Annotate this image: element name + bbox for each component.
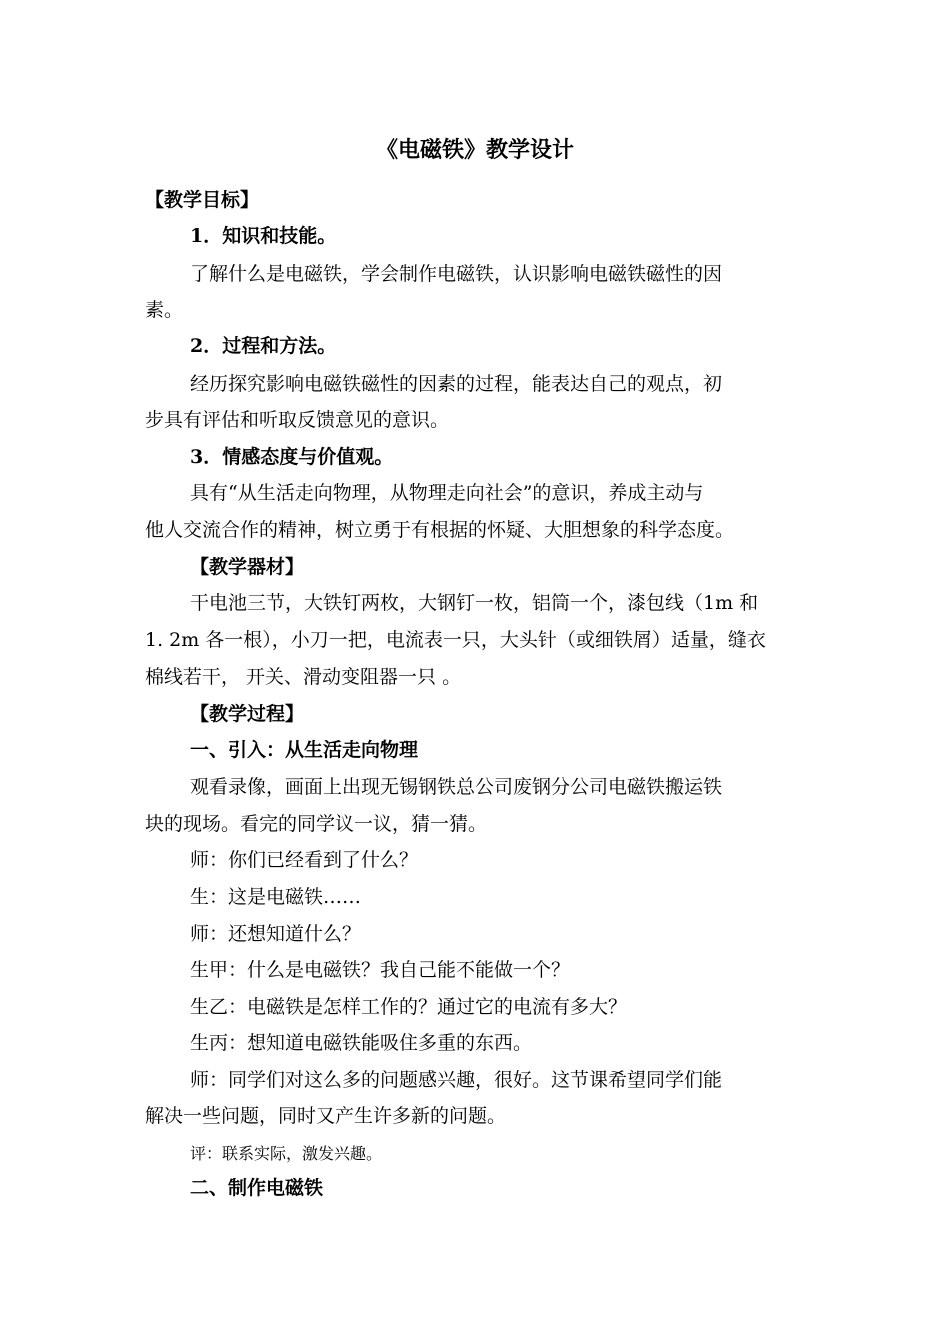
paragraph-line: 观看录像，画面上出现无锡钢铁总公司废钢分公司电磁铁搬运铁 xyxy=(190,776,723,798)
paragraph-line: 1. 2m 各一根），小刀一把，电流表一只，大头针（或细铁屑）适量，缝衣 xyxy=(145,629,766,651)
paragraph-line: 了解什么是电磁铁，学会制作电磁铁，认识影响电磁铁磁性的因 xyxy=(190,263,723,285)
paragraph-line: 块的现场。看完的同学议一议，猜一猜。 xyxy=(145,813,488,835)
dialogue-line: 师：还想知道什么？ xyxy=(190,923,362,945)
heading-teaching-process: 【教学过程】 xyxy=(190,703,305,725)
paragraph-line: 解决一些问题，同时又产生许多新的问题。 xyxy=(145,1105,507,1127)
page-title: 《电磁铁》教学设计 xyxy=(375,137,574,163)
paragraph-line: 步具有评估和听取反馈意见的意识。 xyxy=(145,409,450,431)
section-heading-introduction: 一、引入：从生活走向物理 xyxy=(190,739,419,761)
subheading-knowledge-skills: 1．知识和技能。 xyxy=(190,225,337,247)
paragraph-line: 具有“从生活走向物理，从物理走向社会”的意识，养成主动与 xyxy=(190,482,704,504)
dialogue-line: 生：这是电磁铁…… xyxy=(190,886,362,908)
dialogue-line: 师：你们已经看到了什么？ xyxy=(190,849,419,871)
subheading-emotion-values: 3．情感态度与价值观。 xyxy=(190,446,394,468)
dialogue-line: 师：同学们对这么多的问题感兴趣，很好。这节课希望同学们能 xyxy=(190,1069,723,1091)
heading-teaching-goals: 【教学目标】 xyxy=(145,189,260,211)
paragraph-line: 棉线若干， 开关、滑动变阻器一只 。 xyxy=(145,666,462,688)
dialogue-line: 生甲：什么是电磁铁？我自己能不能做一个？ xyxy=(190,959,571,981)
comment-line: 评：联系实际，激发兴趣。 xyxy=(190,1144,383,1163)
dialogue-line: 生丙：想知道电磁铁能吸住多重的东西。 xyxy=(190,1032,533,1054)
dialogue-line: 生乙：电磁铁是怎样工作的？通过它的电流有多大？ xyxy=(190,996,628,1018)
section-heading-make-electromagnet: 二、制作电磁铁 xyxy=(190,1177,324,1199)
paragraph-line: 他人交流合作的精神，树立勇于有根据的怀疑、大胆想象的科学态度。 xyxy=(145,519,735,541)
paragraph-line: 干电池三节，大铁钉两枚，大钢钉一枚，铝筒一个，漆包线（1m 和 xyxy=(190,592,759,614)
paragraph-line: 素。 xyxy=(145,299,184,321)
subheading-process-methods: 2．过程和方法。 xyxy=(190,335,337,357)
paragraph-line: 经历探究影响电磁铁磁性的因素的过程，能表达自己的观点，初 xyxy=(190,373,723,395)
heading-teaching-equipment: 【教学器材】 xyxy=(190,556,305,578)
